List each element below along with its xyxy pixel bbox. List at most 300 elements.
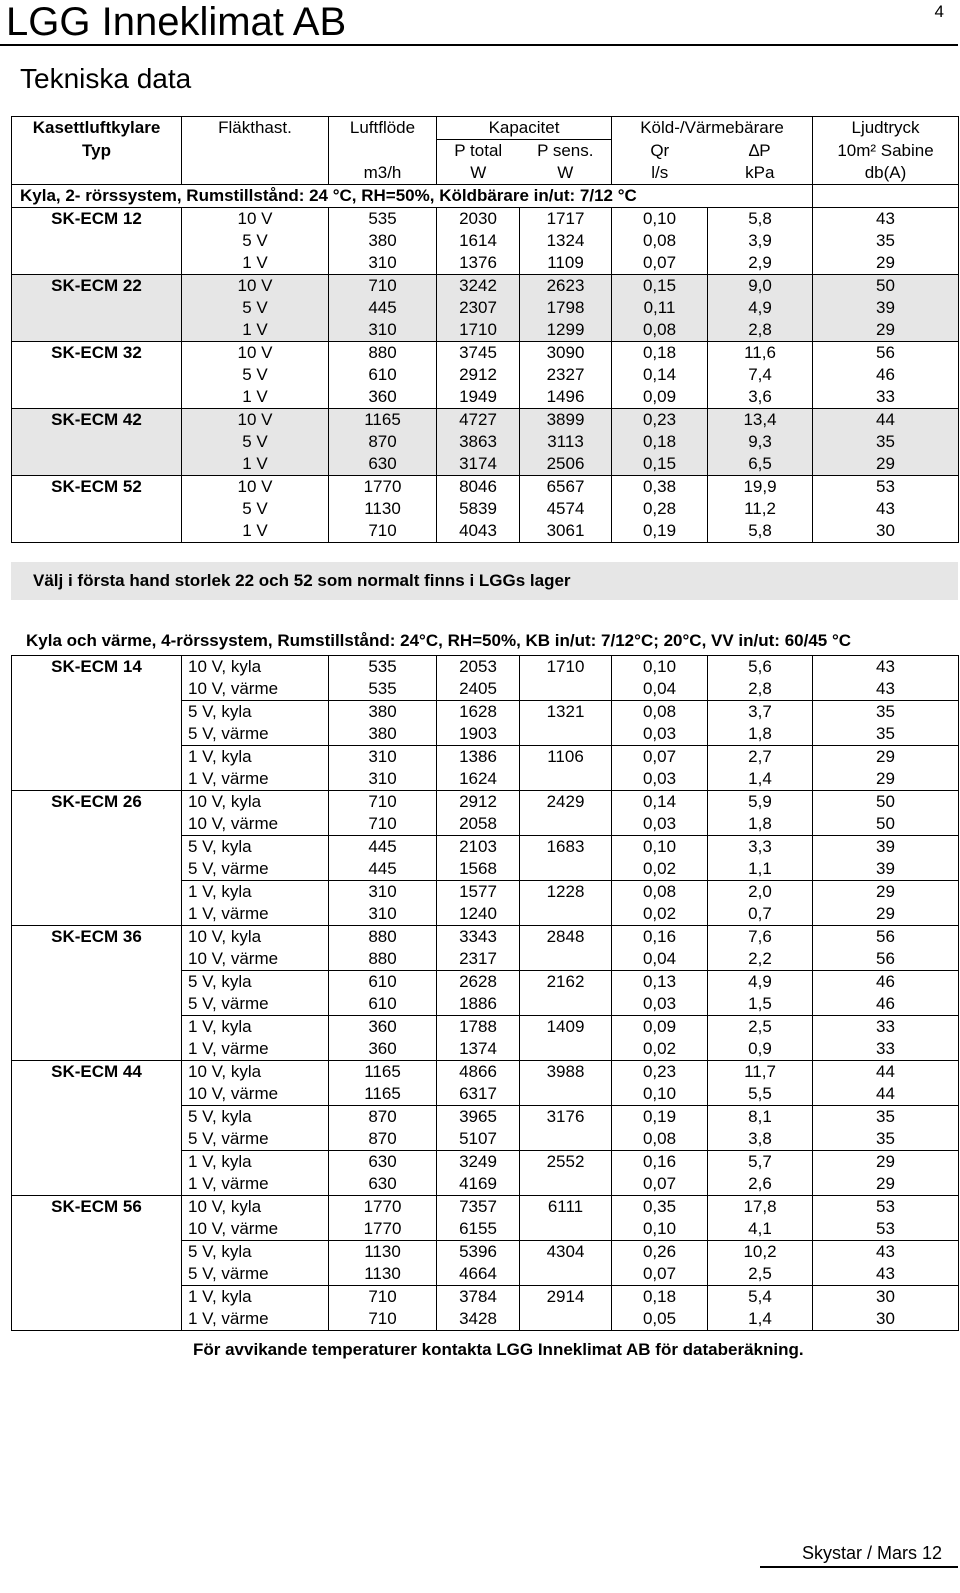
data-cell: 1710: [437, 319, 520, 342]
model-name: [12, 498, 182, 520]
table-row: [12, 1308, 959, 1331]
data-cell: 710: [329, 1308, 437, 1331]
data-cell: 3428: [437, 1308, 520, 1331]
data-cell: 29: [813, 1151, 959, 1174]
data-cell: 46: [813, 364, 959, 386]
data-cell: 10,2: [708, 1241, 813, 1264]
data-cell: 3784: [437, 1286, 520, 1309]
data-cell: 6111: [520, 1196, 612, 1219]
data-cell: 535: [329, 678, 437, 701]
data-cell: 1710: [520, 656, 612, 679]
model-name: [12, 723, 182, 746]
data-cell: 1,8: [708, 723, 813, 746]
data-cell: 710: [329, 813, 437, 836]
table-row: [12, 836, 959, 859]
unit-label: kPa: [708, 162, 813, 185]
operating-mode: 10 V, värme: [182, 678, 329, 701]
data-cell: 0,08: [612, 319, 708, 342]
data-cell: 39: [813, 836, 959, 859]
data-cell: 2,8: [708, 678, 813, 701]
data-cell: 3,6: [708, 386, 813, 409]
column-header: [182, 140, 329, 163]
column-header: P total: [437, 140, 520, 163]
operating-mode: 10 V, värme: [182, 948, 329, 971]
data-cell: 17,8: [708, 1196, 813, 1219]
model-name: [12, 1038, 182, 1061]
table-row: [12, 498, 959, 520]
table-row: [12, 723, 959, 746]
data-cell: 2103: [437, 836, 520, 859]
table-row: [12, 1241, 959, 1264]
data-cell: 2405: [437, 678, 520, 701]
data-cell: 0,16: [612, 926, 708, 949]
data-cell: 2327: [520, 364, 612, 386]
data-cell: 4,1: [708, 1218, 813, 1241]
table-row: [12, 409, 959, 432]
data-cell: 0,10: [612, 1083, 708, 1106]
table-row: [12, 768, 959, 791]
data-cell: 4,9: [708, 297, 813, 319]
data-cell: 10 V: [182, 409, 329, 432]
model-name: [12, 678, 182, 701]
data-cell: 50: [813, 813, 959, 836]
data-cell: 1386: [437, 746, 520, 769]
data-cell: 0,04: [612, 678, 708, 701]
data-cell: 0,04: [612, 948, 708, 971]
operating-mode: 1 V, kyla: [182, 1286, 329, 1309]
model-name: [12, 1016, 182, 1039]
data-cell: 0,14: [612, 791, 708, 814]
table-row: [12, 813, 959, 836]
data-cell: 8046: [437, 476, 520, 499]
model-name: [12, 1263, 182, 1286]
data-cell: 9,3: [708, 431, 813, 453]
model-name: [12, 1083, 182, 1106]
condition-row: [12, 185, 959, 208]
table-row: [12, 364, 959, 386]
data-cell: 2429: [520, 791, 612, 814]
model-name: [12, 319, 182, 342]
data-cell: 7,4: [708, 364, 813, 386]
data-cell: 710: [329, 520, 437, 543]
data-cell: 1299: [520, 319, 612, 342]
data-cell: 46: [813, 971, 959, 994]
model-name: [12, 431, 182, 453]
data-cell: 2,5: [708, 1016, 813, 1039]
cooling-heating-4pipe-table: [11, 655, 959, 1331]
data-cell: 1628: [437, 701, 520, 724]
table-row: [12, 1016, 959, 1039]
data-cell: [520, 1218, 612, 1241]
data-cell: 2,2: [708, 948, 813, 971]
data-cell: 3,9: [708, 230, 813, 252]
data-cell: 1577: [437, 881, 520, 904]
model-name: SK-ECM 32: [12, 342, 182, 365]
data-cell: 46: [813, 993, 959, 1016]
column-header: [329, 140, 437, 163]
data-cell: 0,18: [612, 431, 708, 453]
units-row: [12, 162, 959, 185]
table-row: [12, 903, 959, 926]
data-cell: 310: [329, 903, 437, 926]
data-cell: [520, 1308, 612, 1331]
data-cell: 6,5: [708, 453, 813, 476]
operating-mode: 5 V, värme: [182, 723, 329, 746]
data-cell: 13,4: [708, 409, 813, 432]
data-cell: 0,15: [612, 453, 708, 476]
table-row: [12, 926, 959, 949]
data-cell: 2162: [520, 971, 612, 994]
data-cell: 1886: [437, 993, 520, 1016]
data-cell: 1165: [329, 1083, 437, 1106]
table-row: [12, 858, 959, 881]
operating-mode: 10 V, kyla: [182, 1061, 329, 1084]
header-row: [12, 140, 959, 163]
model-name: [12, 858, 182, 881]
data-cell: [520, 1038, 612, 1061]
model-name: [12, 1241, 182, 1264]
data-cell: 310: [329, 252, 437, 275]
data-cell: 630: [329, 453, 437, 476]
data-cell: 3,7: [708, 701, 813, 724]
data-cell: 6567: [520, 476, 612, 499]
model-name: [12, 1308, 182, 1331]
operating-mode: 5 V, kyla: [182, 836, 329, 859]
data-cell: 360: [329, 1016, 437, 1039]
data-cell: 1240: [437, 903, 520, 926]
cooling-2pipe-table: [11, 116, 959, 543]
data-cell: 4664: [437, 1263, 520, 1286]
data-cell: 39: [813, 858, 959, 881]
data-cell: 4,9: [708, 971, 813, 994]
data-cell: 35: [813, 1106, 959, 1129]
unit-label: [182, 162, 329, 185]
operating-mode: 10 V, kyla: [182, 791, 329, 814]
table-row: [12, 948, 959, 971]
table-row: [12, 1286, 959, 1309]
data-cell: 0,02: [612, 858, 708, 881]
data-cell: 5,4: [708, 1286, 813, 1309]
data-cell: 29: [813, 453, 959, 476]
data-cell: 1374: [437, 1038, 520, 1061]
data-cell: 3249: [437, 1151, 520, 1174]
data-cell: [520, 858, 612, 881]
data-cell: 0,13: [612, 971, 708, 994]
data-cell: 610: [329, 971, 437, 994]
table-row: [12, 476, 959, 499]
data-cell: 2307: [437, 297, 520, 319]
data-cell: 2552: [520, 1151, 612, 1174]
data-cell: 1321: [520, 701, 612, 724]
data-cell: 5,6: [708, 656, 813, 679]
data-cell: [520, 1263, 612, 1286]
data-cell: 5 V: [182, 364, 329, 386]
table-row: [12, 1151, 959, 1174]
data-cell: 445: [329, 297, 437, 319]
table-row: [12, 520, 959, 543]
column-header: Qr: [612, 140, 708, 163]
data-cell: 35: [813, 723, 959, 746]
data-cell: [520, 948, 612, 971]
data-cell: 50: [813, 791, 959, 814]
data-cell: 53: [813, 476, 959, 499]
operating-mode: 10 V, värme: [182, 813, 329, 836]
table2-heading: Kyla och värme, 4-rörssystem, Rumstillstånd: 24°C, RH=50%, KB in/ut: 7/12°C; 20°C, VV in/ut: 60/45 °C: [26, 631, 852, 650]
data-cell: 29: [813, 319, 959, 342]
data-cell: 1165: [329, 1061, 437, 1084]
data-cell: 0,18: [612, 1286, 708, 1309]
operating-mode: 1 V, kyla: [182, 1151, 329, 1174]
model-name: SK-ECM 14: [12, 656, 182, 679]
model-name: [12, 1173, 182, 1196]
data-cell: 3242: [437, 275, 520, 298]
data-cell: 44: [813, 1083, 959, 1106]
data-cell: 535: [329, 656, 437, 679]
data-cell: 610: [329, 364, 437, 386]
data-cell: 2914: [520, 1286, 612, 1309]
data-cell: 1788: [437, 1016, 520, 1039]
table-row: [12, 993, 959, 1016]
table-row: [12, 881, 959, 904]
table-row: [12, 431, 959, 453]
data-cell: 0,07: [612, 1263, 708, 1286]
model-name: [12, 813, 182, 836]
data-cell: 9,0: [708, 275, 813, 298]
data-cell: 4866: [437, 1061, 520, 1084]
operating-mode: 1 V, värme: [182, 1038, 329, 1061]
operating-mode: 1 V, värme: [182, 903, 329, 926]
operating-mode: 10 V, kyla: [182, 1196, 329, 1219]
data-cell: 3,3: [708, 836, 813, 859]
data-cell: 710: [329, 1286, 437, 1309]
table-row: [12, 746, 959, 769]
model-name: [12, 520, 182, 543]
data-cell: 29: [813, 768, 959, 791]
table-row: [12, 319, 959, 342]
model-name: [12, 252, 182, 275]
operating-mode: 5 V, värme: [182, 993, 329, 1016]
data-cell: 29: [813, 746, 959, 769]
operating-mode: 5 V, värme: [182, 858, 329, 881]
footer-text: Skystar / Mars 12: [801, 1543, 942, 1563]
data-cell: 10 V: [182, 275, 329, 298]
data-cell: 35: [813, 701, 959, 724]
operating-mode: 5 V, kyla: [182, 1241, 329, 1264]
column-header: Typ: [12, 140, 182, 163]
data-cell: 1376: [437, 252, 520, 275]
table-row: [12, 1218, 959, 1241]
model-name: SK-ECM 22: [12, 275, 182, 298]
data-cell: 1 V: [182, 453, 329, 476]
data-cell: 3965: [437, 1106, 520, 1129]
data-cell: 380: [329, 230, 437, 252]
data-cell: 4727: [437, 409, 520, 432]
data-cell: 3176: [520, 1106, 612, 1129]
data-cell: 2317: [437, 948, 520, 971]
data-cell: 1770: [329, 1218, 437, 1241]
unit-label: [12, 162, 182, 185]
operating-mode: 1 V, värme: [182, 768, 329, 791]
conditions-subtitle: Kyla, 2- rörssystem, Rumstillstånd: 24 °C, RH=50%, Köldbärare in/ut: 7/12 °C: [12, 185, 813, 208]
data-cell: [520, 993, 612, 1016]
data-cell: 43: [813, 498, 959, 520]
operating-mode: 5 V, värme: [182, 1128, 329, 1151]
empty-cell: [813, 185, 959, 208]
model-name: [12, 1286, 182, 1309]
data-cell: 30: [813, 1308, 959, 1331]
data-cell: 2,6: [708, 1173, 813, 1196]
data-cell: 43: [813, 678, 959, 701]
data-cell: 0,19: [612, 1106, 708, 1129]
section-title: Tekniska data: [20, 63, 192, 94]
data-cell: 1324: [520, 230, 612, 252]
data-cell: 0,10: [612, 836, 708, 859]
table-row: [12, 230, 959, 252]
data-cell: 1130: [329, 498, 437, 520]
data-cell: 310: [329, 746, 437, 769]
data-cell: 310: [329, 768, 437, 791]
operating-mode: 1 V, värme: [182, 1308, 329, 1331]
model-name: [12, 364, 182, 386]
table-row: [12, 971, 959, 994]
data-cell: 870: [329, 431, 437, 453]
data-cell: 39: [813, 297, 959, 319]
data-cell: 1568: [437, 858, 520, 881]
data-cell: 0,9: [708, 1038, 813, 1061]
operating-mode: 5 V, kyla: [182, 701, 329, 724]
data-cell: 5839: [437, 498, 520, 520]
data-cell: 0,18: [612, 342, 708, 365]
model-name: SK-ECM 36: [12, 926, 182, 949]
data-cell: [520, 1083, 612, 1106]
data-cell: 2,0: [708, 881, 813, 904]
model-name: [12, 1218, 182, 1241]
model-name: [12, 903, 182, 926]
column-header: Kapacitet: [437, 117, 612, 140]
data-cell: 5,8: [708, 520, 813, 543]
data-cell: 1130: [329, 1263, 437, 1286]
data-cell: 11,7: [708, 1061, 813, 1084]
data-cell: 5 V: [182, 498, 329, 520]
data-cell: 3,8: [708, 1128, 813, 1151]
data-cell: 2030: [437, 208, 520, 231]
data-cell: 1683: [520, 836, 612, 859]
data-cell: 10 V: [182, 476, 329, 499]
operating-mode: 10 V, kyla: [182, 926, 329, 949]
data-cell: 2,8: [708, 319, 813, 342]
data-cell: 0,08: [612, 230, 708, 252]
data-cell: 1109: [520, 252, 612, 275]
data-cell: 3090: [520, 342, 612, 365]
table-row: [12, 252, 959, 275]
operating-mode: 5 V, kyla: [182, 971, 329, 994]
data-cell: 56: [813, 948, 959, 971]
table-row: [12, 701, 959, 724]
data-cell: 1 V: [182, 252, 329, 275]
data-cell: 0,03: [612, 813, 708, 836]
data-cell: 3745: [437, 342, 520, 365]
operating-mode: 5 V, kyla: [182, 1106, 329, 1129]
data-cell: 19,9: [708, 476, 813, 499]
column-header: P sens.: [520, 140, 612, 163]
data-cell: 1770: [329, 476, 437, 499]
model-name: [12, 993, 182, 1016]
data-cell: 29: [813, 1173, 959, 1196]
data-cell: 1165: [329, 409, 437, 432]
data-cell: 1130: [329, 1241, 437, 1264]
data-cell: 1496: [520, 386, 612, 409]
data-cell: 380: [329, 701, 437, 724]
unit-label: W: [520, 162, 612, 185]
data-cell: 53: [813, 1218, 959, 1241]
data-cell: 2912: [437, 791, 520, 814]
column-header: 10m² Sabine: [813, 140, 959, 163]
data-cell: 0,10: [612, 656, 708, 679]
table-row: [12, 656, 959, 679]
data-cell: 5 V: [182, 431, 329, 453]
model-name: [12, 1128, 182, 1151]
data-cell: 1798: [520, 297, 612, 319]
data-cell: 1624: [437, 768, 520, 791]
operating-mode: 1 V, värme: [182, 1173, 329, 1196]
unit-label: m3/h: [329, 162, 437, 185]
table-row: [12, 1173, 959, 1196]
data-cell: 0,03: [612, 993, 708, 1016]
data-cell: 2506: [520, 453, 612, 476]
data-cell: 1,8: [708, 813, 813, 836]
data-cell: 1228: [520, 881, 612, 904]
data-cell: 2,7: [708, 746, 813, 769]
data-cell: 35: [813, 431, 959, 453]
data-cell: 0,7: [708, 903, 813, 926]
column-header: Ljudtryck: [813, 117, 959, 140]
data-cell: 8,1: [708, 1106, 813, 1129]
data-cell: 43: [813, 1263, 959, 1286]
data-cell: 30: [813, 1286, 959, 1309]
data-cell: 4304: [520, 1241, 612, 1264]
data-cell: 445: [329, 858, 437, 881]
data-cell: 1 V: [182, 386, 329, 409]
data-cell: 7357: [437, 1196, 520, 1219]
model-name: [12, 701, 182, 724]
data-cell: 880: [329, 948, 437, 971]
model-name: [12, 881, 182, 904]
table-row: [12, 1196, 959, 1219]
table-row: [12, 678, 959, 701]
data-cell: 5396: [437, 1241, 520, 1264]
data-cell: [520, 1128, 612, 1151]
table-row: [12, 1128, 959, 1151]
data-cell: 1 V: [182, 319, 329, 342]
operating-mode: 1 V, kyla: [182, 746, 329, 769]
data-cell: 11,2: [708, 498, 813, 520]
data-cell: 43: [813, 656, 959, 679]
model-name: [12, 453, 182, 476]
data-cell: 0,11: [612, 297, 708, 319]
table-row: [12, 1038, 959, 1061]
model-name: [12, 948, 182, 971]
unit-label: db(A): [813, 162, 959, 185]
model-name: [12, 386, 182, 409]
data-cell: 0,35: [612, 1196, 708, 1219]
data-cell: 56: [813, 926, 959, 949]
header-rule: [0, 44, 958, 46]
data-cell: 0,08: [612, 1128, 708, 1151]
data-cell: 2,5: [708, 1263, 813, 1286]
data-cell: [520, 813, 612, 836]
data-cell: 10 V: [182, 208, 329, 231]
model-name: SK-ECM 52: [12, 476, 182, 499]
